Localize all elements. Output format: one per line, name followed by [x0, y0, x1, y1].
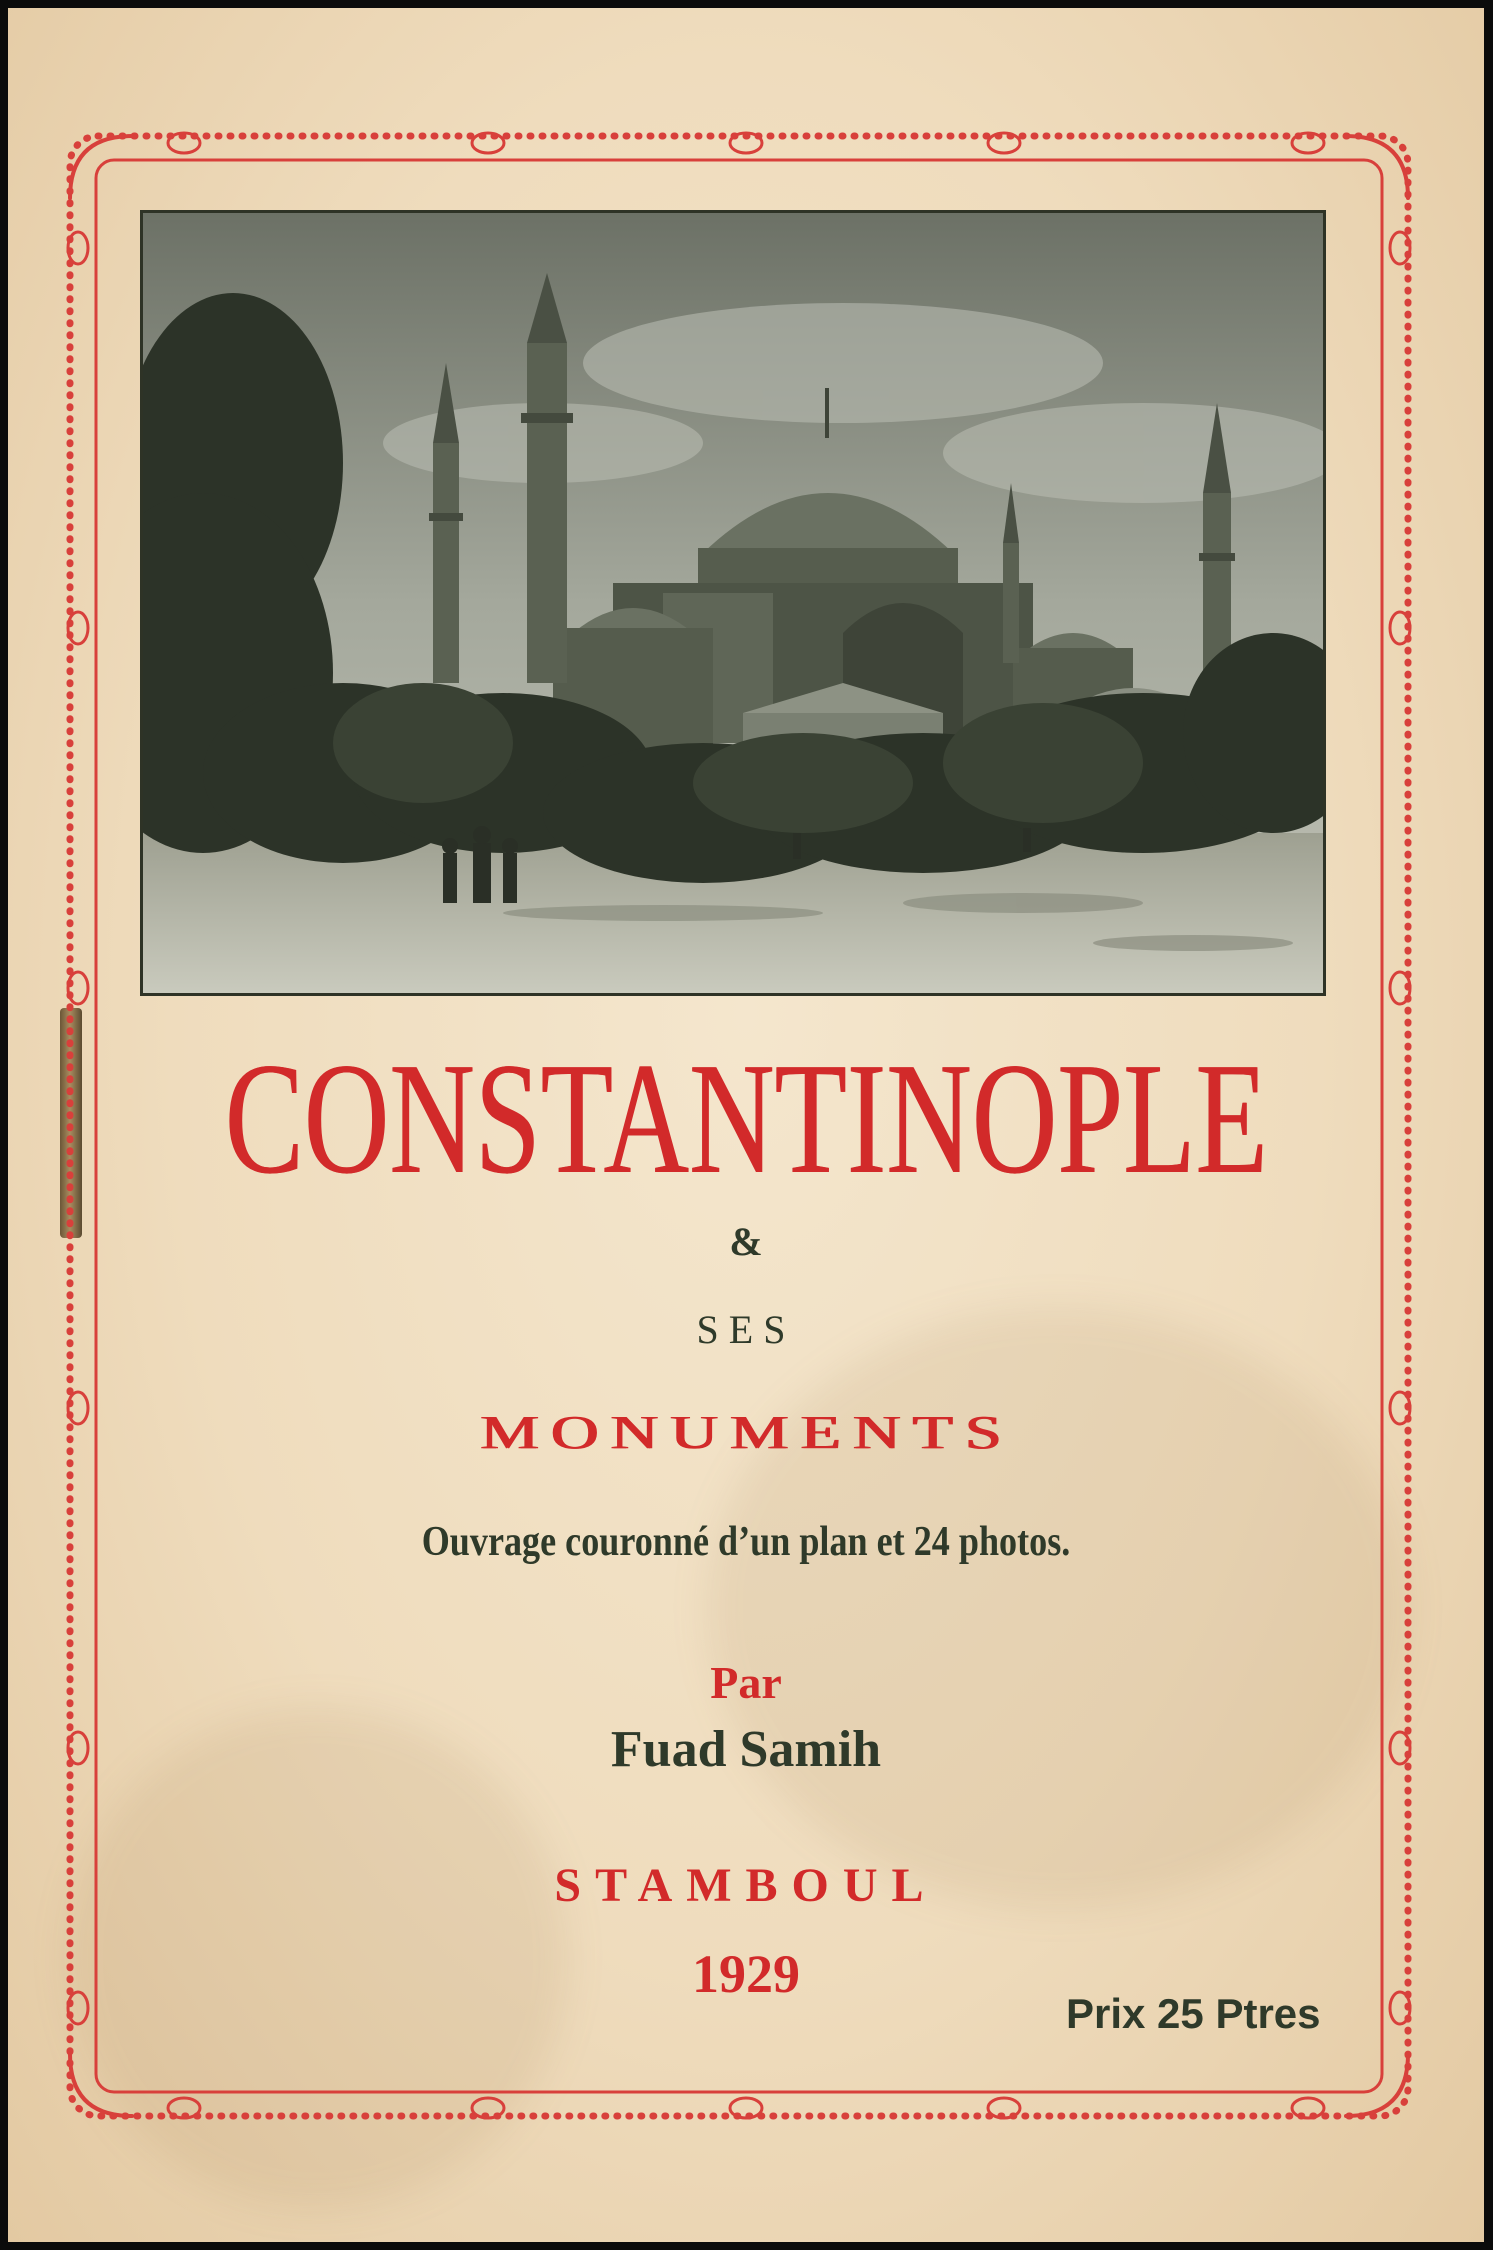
book-cover: [8, 8, 1484, 2242]
ampersand: &: [729, 1219, 763, 1264]
hagia-sophia-photo: [140, 210, 1326, 996]
publication-year: 1929: [692, 1944, 800, 2004]
book-title: CONSTANTINOPLE: [224, 1029, 1268, 1207]
monuments-heading: MONUMENTS: [479, 1406, 1013, 1460]
subtitle: Ouvrage couronné d’un plan et 24 photos.: [421, 1519, 1071, 1565]
author-name: Fuad Samih: [610, 1721, 882, 1778]
publication-city: STAMBOUL: [554, 1859, 938, 1912]
par-label: Par: [710, 1657, 782, 1708]
price-label: Prix 25 Ptres: [1066, 1990, 1321, 2037]
ses-label: SES: [696, 1307, 796, 1352]
